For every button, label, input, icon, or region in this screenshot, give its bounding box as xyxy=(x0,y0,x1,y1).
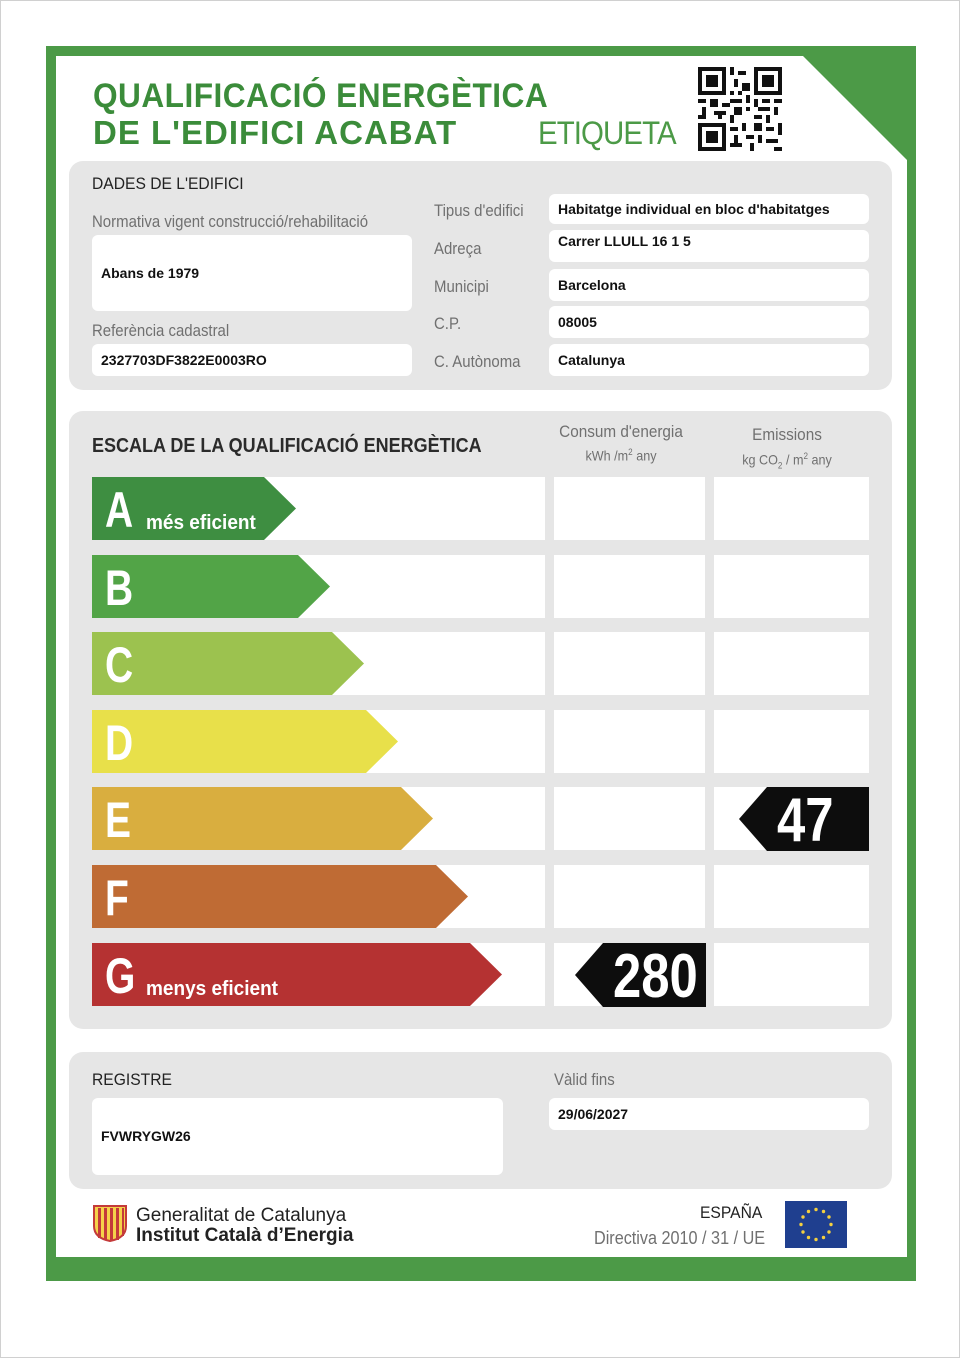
scale-row-cell xyxy=(714,710,869,773)
class-arrow-d xyxy=(92,710,398,773)
title-line1: QUALIFICACIÓ ENERGÈTICA xyxy=(93,77,549,115)
emissions-column-heading: Emissions xyxy=(752,425,822,444)
class-letter: C xyxy=(105,637,134,693)
class-arrow-e xyxy=(92,787,433,850)
scale-row-cell xyxy=(714,477,869,540)
eu-flag-icon xyxy=(785,1201,847,1248)
registre-field: FVWRYGW26 xyxy=(92,1098,503,1175)
scale-heading: ESCALA DE LA QUALIFICACIÓ ENERGÈTICA xyxy=(92,435,482,457)
class-label: més eficient xyxy=(146,512,256,534)
normativa-field: Abans de 1979 xyxy=(92,235,412,311)
class-letter: G xyxy=(105,948,136,1004)
tipus-field: Habitatge individual en bloc d'habitatges xyxy=(549,194,869,224)
scale-row-cell xyxy=(554,865,705,928)
class-letter: F xyxy=(105,870,129,926)
scale-row-cell xyxy=(554,710,705,773)
class-letter: A xyxy=(105,482,134,538)
scale-row-cell xyxy=(554,632,705,695)
scale-row-cell xyxy=(554,787,705,850)
class-letter: E xyxy=(105,792,132,848)
institut-name: Institut Català d’Energia xyxy=(136,1225,354,1246)
valid-field: 29/06/2027 xyxy=(549,1098,869,1130)
scale-row-cell xyxy=(714,555,869,618)
generalitat-logo-icon xyxy=(92,1204,128,1242)
municipi-label: Municipi xyxy=(434,277,489,296)
consum-column-unit: kWh $/m^2$ any xyxy=(585,447,657,464)
directiva-label: Directiva 2010 / 31 / UE xyxy=(594,1228,766,1248)
class-arrow-f xyxy=(92,865,468,928)
autonoma-label: C. Autònoma xyxy=(434,352,521,371)
normativa-label: Normativa vigent construcció/rehabilitació xyxy=(92,212,369,231)
emissions-marker-value: 47 xyxy=(777,786,834,855)
registre-heading: REGISTRE xyxy=(92,1070,172,1089)
referencia-field: 2327703DF3822E0003RO xyxy=(92,344,412,376)
espana-label: ESPAÑA xyxy=(700,1203,763,1222)
scale-row-cell xyxy=(714,943,869,1006)
qr-code-icon xyxy=(698,67,782,151)
cp-field: 08005 xyxy=(549,306,869,338)
building-data-heading: DADES DE L'EDIFICI xyxy=(92,174,244,193)
scale-row-cell xyxy=(714,632,869,695)
tipus-label: Tipus d'edifici xyxy=(434,201,524,220)
scale-row-cell xyxy=(554,555,705,618)
class-letter: D xyxy=(105,715,134,771)
generalitat-name: Generalitat de Catalunya xyxy=(136,1205,347,1226)
etiqueta-label: ETIQUETA xyxy=(538,115,676,151)
title-line2: DE L'EDIFICI ACABAT xyxy=(93,114,458,151)
scale-row-cell xyxy=(554,477,705,540)
autonoma-field: Catalunya xyxy=(549,344,869,376)
municipi-field: Barcelona xyxy=(549,269,869,301)
corner-triangle xyxy=(801,54,911,164)
valid-label: Vàlid fins xyxy=(554,1070,615,1089)
referencia-label: Referència cadastral xyxy=(92,321,230,340)
consum-column-heading: Consum d'energia xyxy=(559,422,683,441)
consum-marker-value: 280 xyxy=(613,942,698,1011)
cp-label: C.P. xyxy=(434,314,462,333)
scale-row-cell xyxy=(714,865,869,928)
adreca-field: Carrer LLULL 16 1 5 xyxy=(549,230,869,262)
class-letter: B xyxy=(105,560,134,616)
emissions-column-unit: kg $CO_2 / m^2$ any xyxy=(742,451,832,471)
class-label: menys eficient xyxy=(146,978,279,1000)
adreca-label: Adreça xyxy=(434,239,482,258)
